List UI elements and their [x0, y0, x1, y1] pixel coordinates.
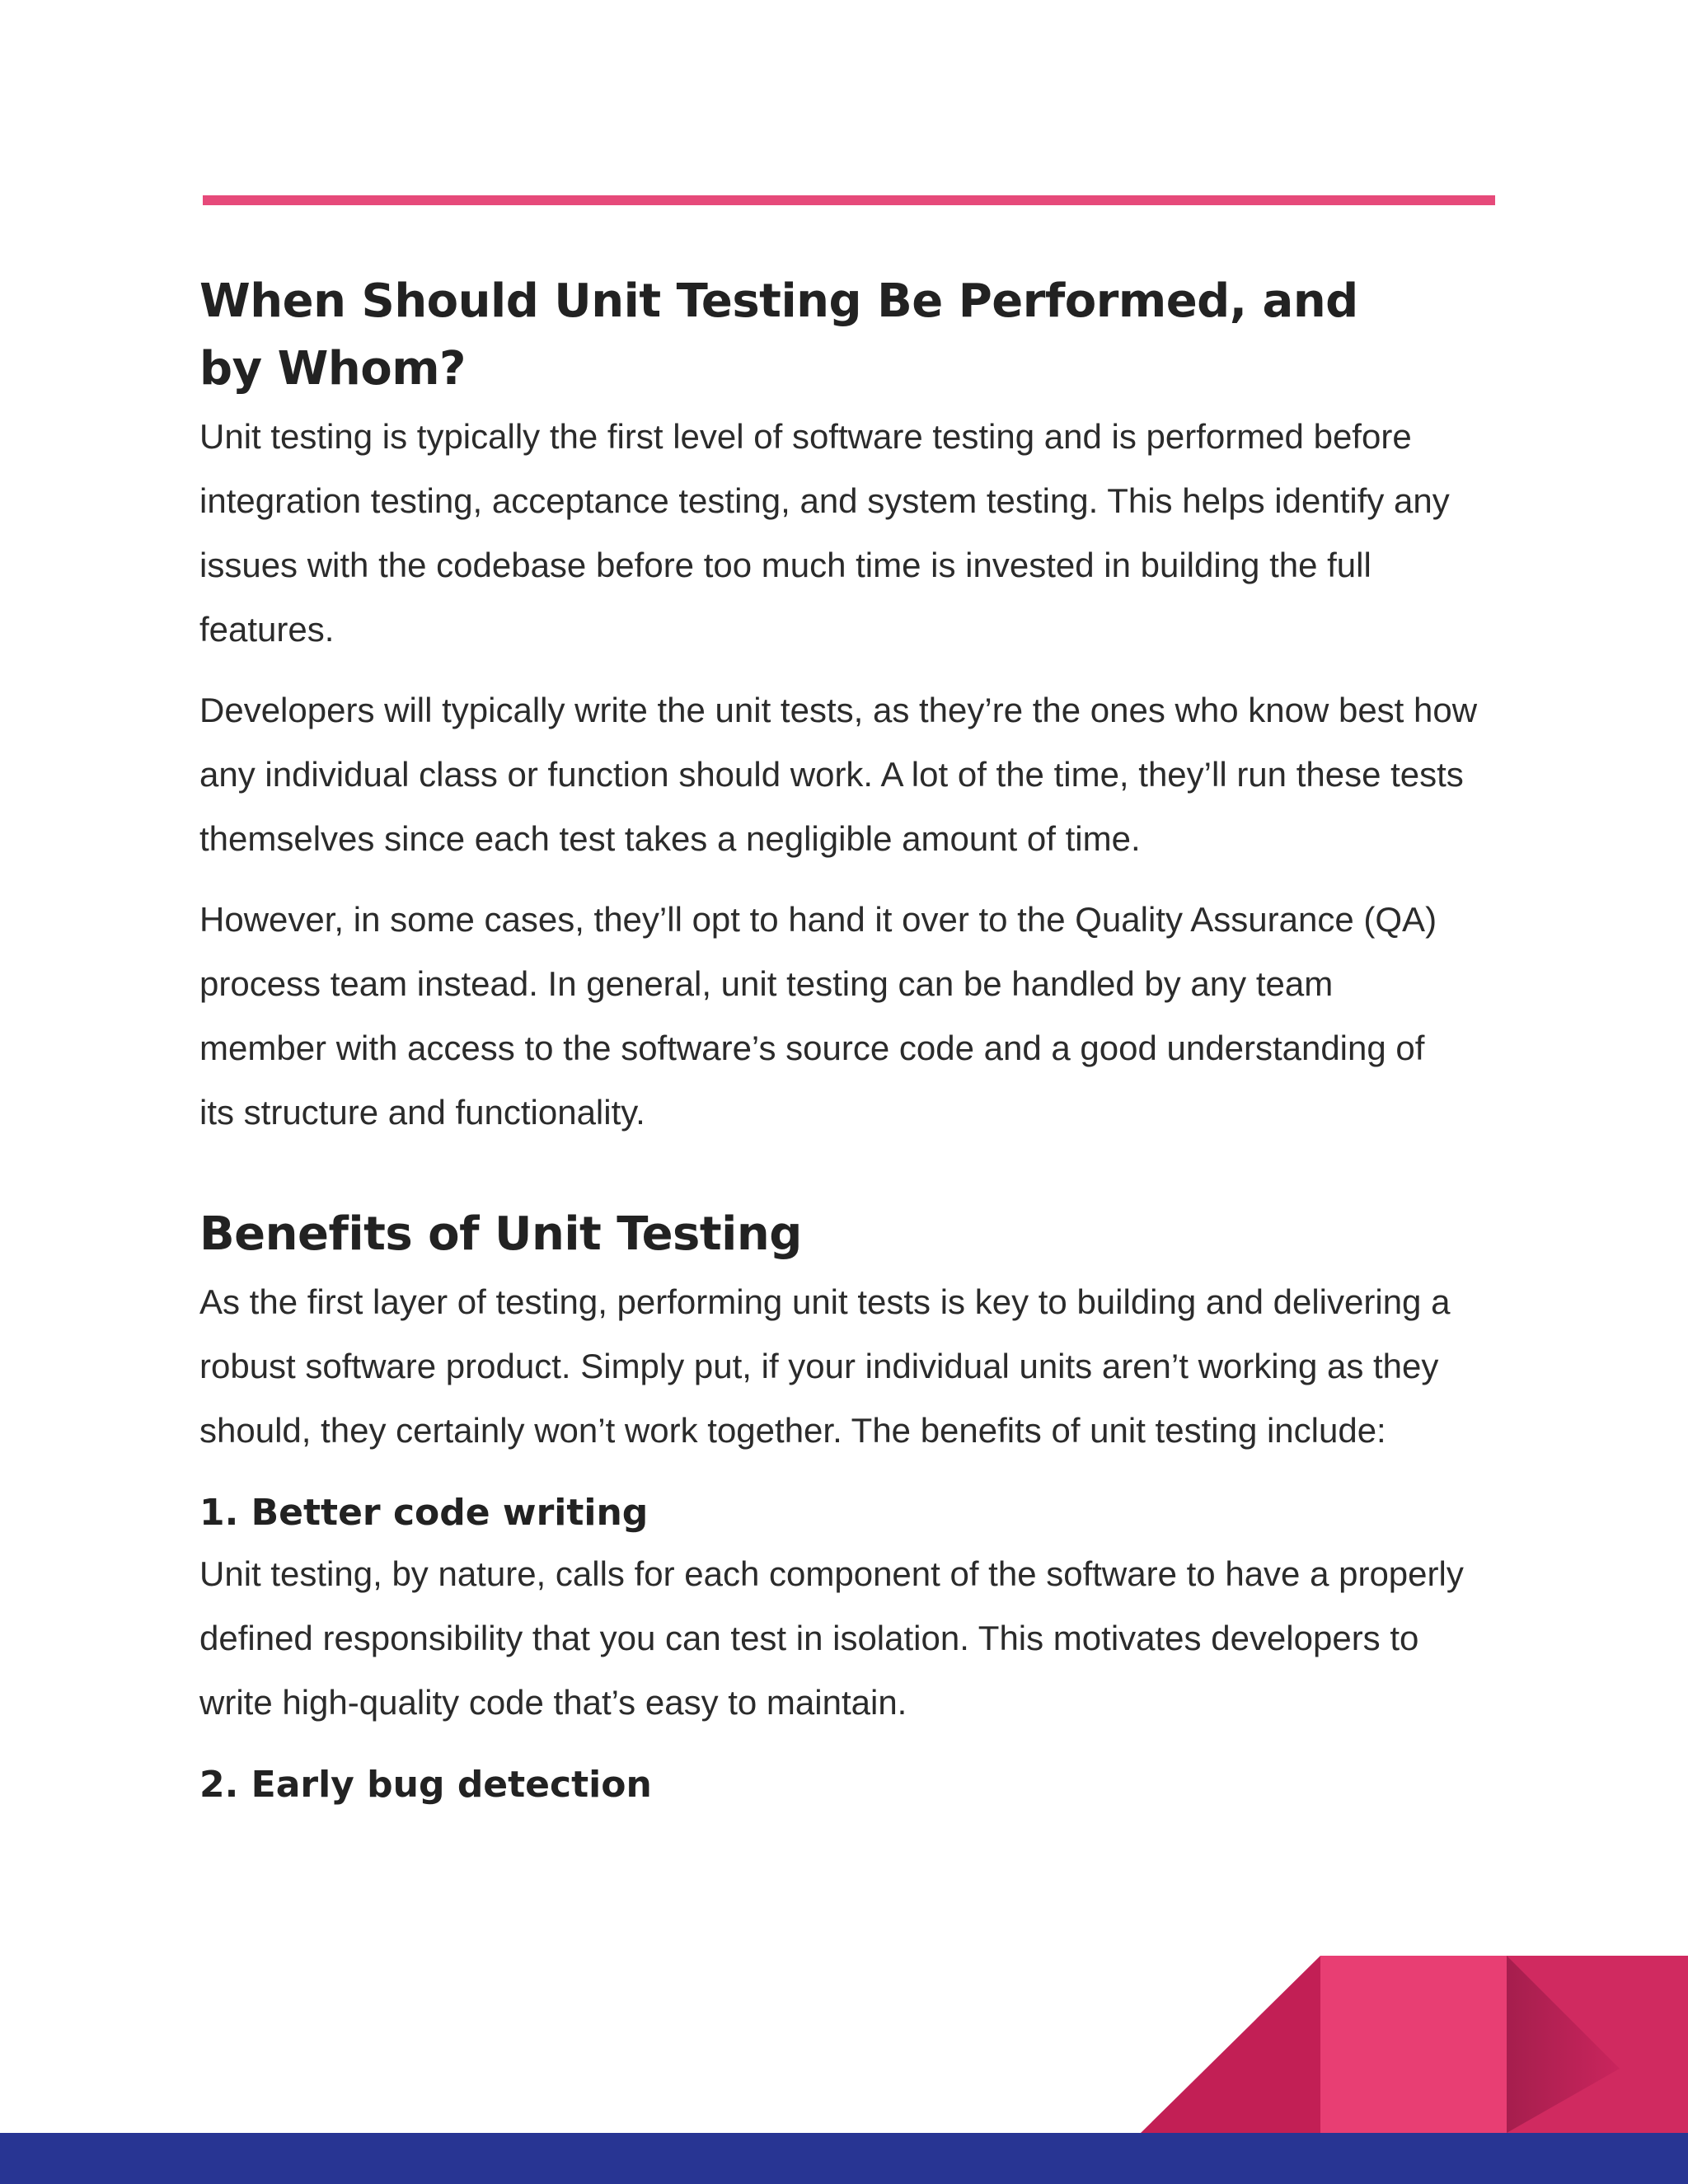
benefit-heading: 2. Early bug detection — [199, 1764, 652, 1806]
section-heading: When Should Unit Testing Be Performed, and by Whom? — [199, 274, 1358, 396]
accent-divider — [203, 195, 1495, 205]
corner-triangle-left — [1141, 1956, 1320, 2133]
paragraph: However, in some cases, they’ll opt to hand it over to the Quality Assurance (QA) process team instead. In general, unit testing can be handled by any team member with access to the software’s source code and a good understanding of its structure and functionality. — [199, 900, 1437, 1132]
benefit-text: Unit testing, by nature, calls for each component of the software to have a properly defined responsibility that you can test in isolation. This motivates developers to write high-quality code that’s easy to maintain. — [199, 1554, 1464, 1722]
section-when-unit-testing — [199, 268, 1510, 1145]
main-content — [199, 268, 1510, 1814]
paragraph-intro: As the first layer of testing, performing unit tests is key to building and delivering a robust software product. Simply put, if your individual units aren’t working as they should, they certainly won’t work together. The benefits of unit testing include: — [199, 1282, 1451, 1450]
footer-bar — [0, 2133, 1688, 2184]
section-heading: Benefits of Unit Testing — [199, 1207, 802, 1261]
section-benefits — [199, 1201, 1510, 1814]
corner-block-pink — [1320, 1956, 1507, 2133]
paragraph: Developers will typically write the unit tests, as they’re the ones who know best how any individual class or function should work. A lot of the time, they’ll run these tests themselves since each test takes a negligible amount of time. — [199, 691, 1478, 858]
corner-block-right — [1507, 1956, 1688, 2133]
benefit-heading: 1. Better code writing — [199, 1492, 649, 1534]
paragraph: Unit testing is typically the first level of software testing and is performed before integration testing, acceptance testing, and system testing. This helps identify any issues with the codebase before too much time is invested in building the full features. — [199, 417, 1450, 649]
corner-shadow — [1507, 1956, 1620, 2133]
